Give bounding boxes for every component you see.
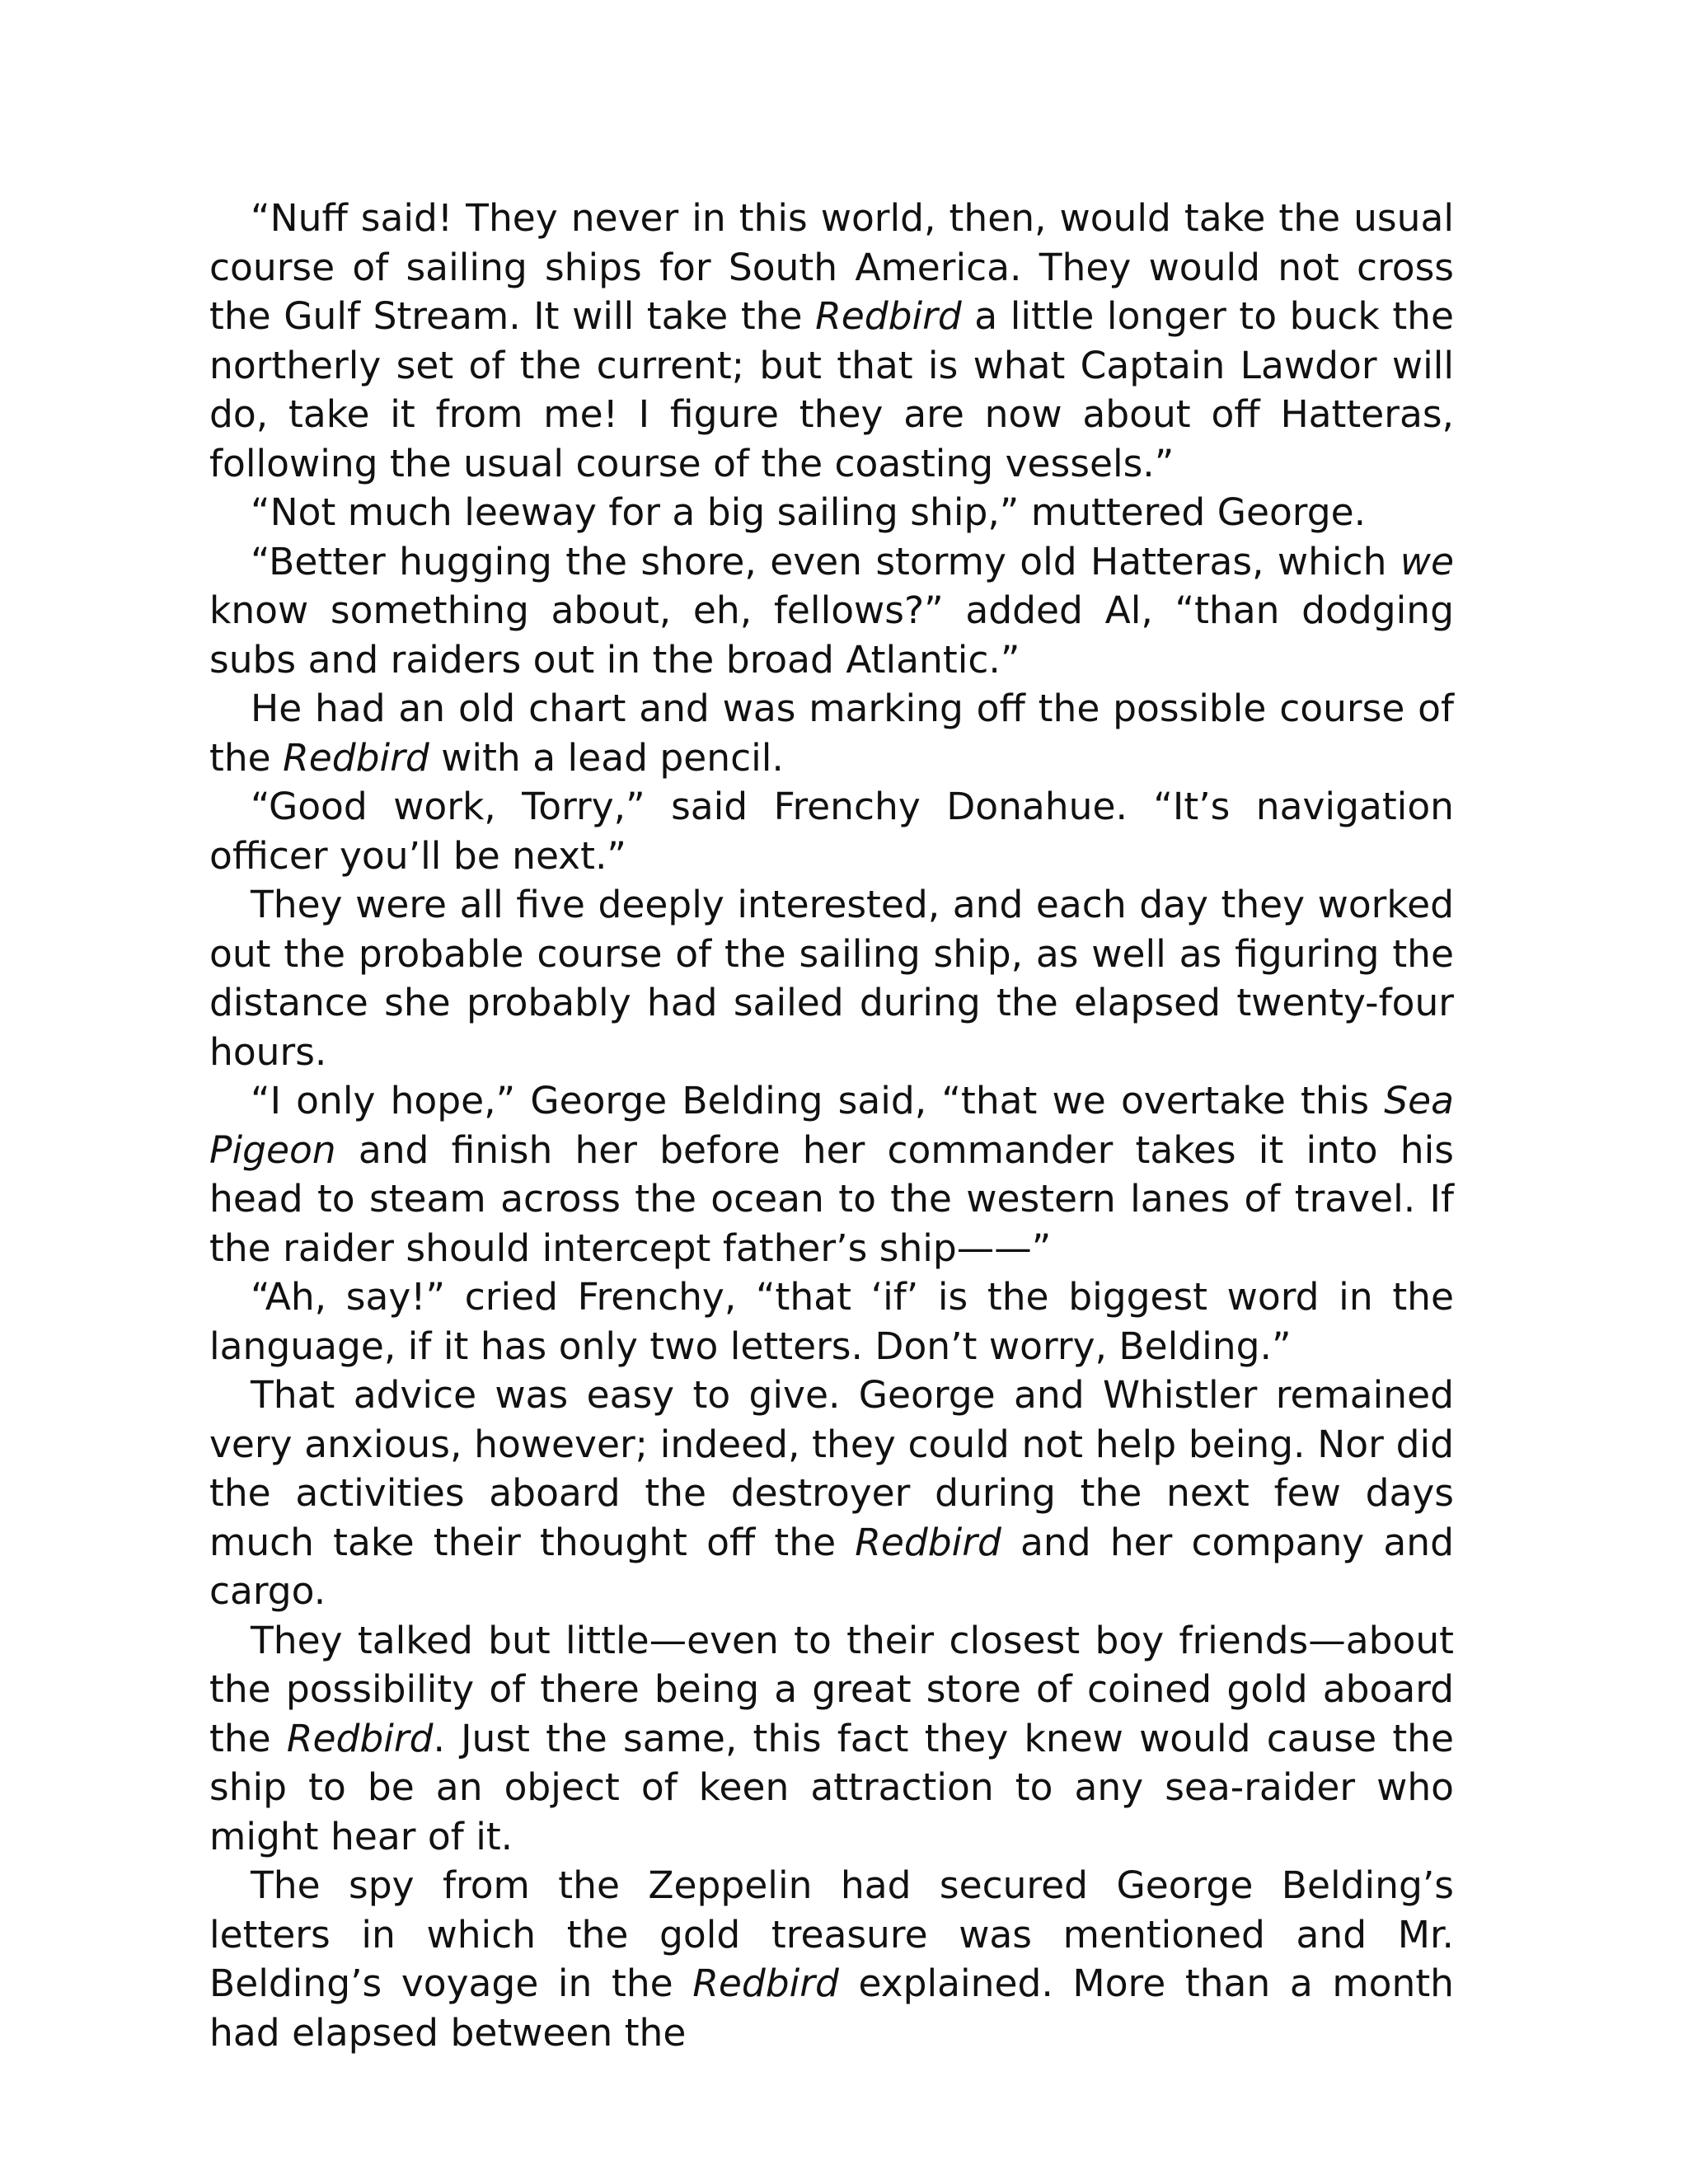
paragraph-11 bbox=[209, 1861, 1454, 2057]
text-segment: with a lead pencil. bbox=[429, 735, 784, 780]
text-segment: a little longer to buck the northerly set of the current; but that is what Captain Lawdor will do, take it from me! I figure they are now about off Hatteras, following the usual course of the coasting vessels.” bbox=[209, 294, 1454, 485]
text-segment: “Ah, say!” cried Frenchy, “that ‘if’ is the biggest word in the language, if it has only two letters. Don’t worry, Belding.” bbox=[209, 1275, 1454, 1368]
paragraph-5 bbox=[209, 782, 1454, 880]
text-segment: The spy from the Zeppelin had secured George Belding’s letters in which the gold treasure was mentioned and Mr. Belding’s voyage in the bbox=[209, 1863, 1454, 2005]
text-segment: and finish her before her commander takes it into his head to steam across the ocean to the western lanes of travel. If the raider should intercept father’s ship——” bbox=[209, 1127, 1454, 1270]
italic-ship-name: Redbird bbox=[286, 1716, 434, 1760]
text-segment: “I only hope,” George Belding said, “that we overtake this bbox=[251, 1079, 1385, 1122]
paragraph-6 bbox=[209, 880, 1454, 1076]
italic-ship-name: Redbird bbox=[692, 1961, 839, 2005]
text-segment: That advice was easy to give. George and Whistler remained very anxious, however; indeed, they could not help being. Nor did the activities aboard the destroyer during the next few days much take their thought off the bbox=[209, 1373, 1454, 1564]
text-segment: He had an old chart and was marking off the possible course of the bbox=[209, 687, 1454, 780]
text-segment: They talked but little—even to their closest boy friends—about the possibility of there being a great store of coined gold aboard the bbox=[209, 1618, 1454, 1760]
paragraph-4 bbox=[209, 684, 1454, 782]
paragraph-7 bbox=[209, 1076, 1454, 1272]
text-segment: explained. More than a month had elapsed between the bbox=[209, 1961, 1454, 2055]
paragraph-1 bbox=[209, 194, 1454, 488]
text-segment: They were all five deeply interested, and each day they worked out the probable course of the sailing ship, as well as figuring the distance she probably had sailed during the elapsed twenty-four hours. bbox=[209, 883, 1454, 1074]
italic-ship-name: Redbird bbox=[815, 294, 962, 338]
text-segment: know something about, eh, fellows?” added Al, “than dodging subs and raiders out in the broad Atlantic.” bbox=[209, 588, 1454, 682]
text-segment: “Not much leeway for a big sailing ship,” muttered George. bbox=[251, 490, 1367, 534]
paragraph-8 bbox=[209, 1272, 1454, 1371]
text-segment: “Nuff said! They never in this world, then, would take the usual course of sailing ships for South America. They would not cross the Gulf Stream. It will take the bbox=[209, 196, 1454, 338]
italic-ship-name: Redbird bbox=[855, 1520, 1001, 1564]
paragraph-9 bbox=[209, 1371, 1454, 1616]
text-segment: “Better hugging the shore, even stormy old Hatteras, which bbox=[251, 539, 1400, 583]
paragraph-10 bbox=[209, 1616, 1454, 1862]
text-segment: . Just the same, this fact they knew would cause the ship to be an object of keen attraction to any sea-raider who might hear of it. bbox=[209, 1716, 1454, 1858]
italic-ship-name: Sea Pigeon bbox=[209, 1079, 1454, 1172]
text-segment: and her company and cargo. bbox=[209, 1520, 1454, 1613]
page-body bbox=[209, 194, 1454, 2057]
paragraph-2 bbox=[209, 488, 1454, 537]
italic-ship-name: Redbird bbox=[283, 735, 429, 780]
text-segment: “Good work, Torry,” said Frenchy Donahue. “It’s navigation officer you’ll be next.” bbox=[209, 785, 1454, 878]
italic-emphasis: we bbox=[1400, 539, 1454, 583]
paragraph-3 bbox=[209, 537, 1454, 685]
